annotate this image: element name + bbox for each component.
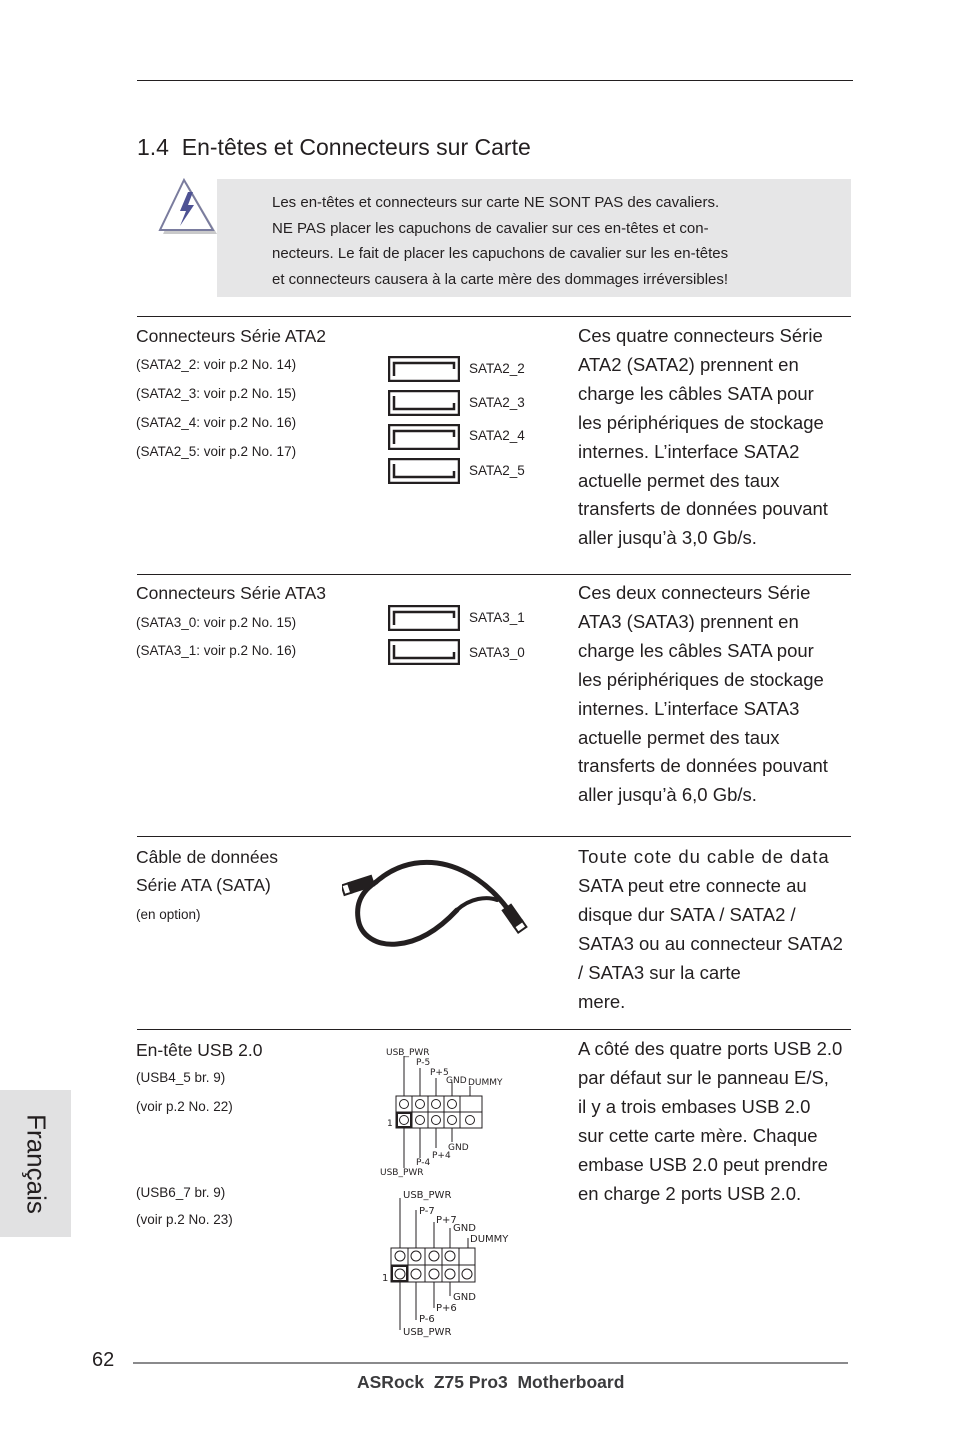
sata-connector-icon <box>388 605 460 631</box>
desc-line: il y a trois embases USB 2.0 <box>578 1095 811 1117</box>
port-label: SATA2_3 <box>469 395 525 410</box>
section-rule <box>137 1029 851 1030</box>
sata-connector-icon <box>388 458 460 484</box>
port-label: SATA2_5 <box>469 463 525 478</box>
pin-label: P+5 <box>430 1068 449 1078</box>
cable-title-line: Câble de données <box>136 847 279 867</box>
sata-connector-icon <box>388 639 460 665</box>
desc-line: en charge 2 ports USB 2.0. <box>578 1182 802 1204</box>
desc-line: SATA peut etre connecte au <box>578 874 807 896</box>
usb-ref: (voir p.2 No. 23) <box>136 1212 233 1227</box>
usb-ref: (USB4_5 br. 9) <box>136 1070 226 1085</box>
page-number: 62 <box>92 1349 115 1371</box>
port-label: SATA2_2 <box>469 361 525 376</box>
pin-label: P+6 <box>436 1303 457 1314</box>
desc-line: charge les câbles SATA pour <box>578 639 814 661</box>
desc-line: aller jusqu’à 6,0 Gb/s. <box>578 784 757 806</box>
usb-ref: (voir p.2 No. 22) <box>136 1099 233 1114</box>
desc-line: sur cette carte mère. Chaque <box>578 1124 818 1146</box>
cable-description <box>578 843 843 1016</box>
pin-label: P-5 <box>416 1058 431 1068</box>
pin-label: USB_PWR <box>386 1048 430 1058</box>
desc-line: transferts de données pouvant <box>578 755 828 777</box>
pin-label: GND <box>448 1143 469 1153</box>
sata3-ref: (SATA3_0: voir p.2 No. 15) <box>136 615 297 630</box>
desc-line: ATA2 (SATA2) prennent en <box>578 353 799 375</box>
port-label: SATA3_1 <box>469 610 525 625</box>
desc-line: transferts de données pouvant <box>578 498 828 520</box>
pin-label: P+7 <box>436 1215 457 1226</box>
pin-label: USB_PWR <box>403 1327 452 1338</box>
desc-line: / SATA3 sur la carte <box>578 961 741 983</box>
desc-line: Toute cote du cable de data <box>578 846 830 867</box>
desc-line: Ces deux connecteurs Série <box>578 582 811 603</box>
desc-line: aller jusqu’à 3,0 Gb/s. <box>578 527 757 549</box>
section-title <box>137 134 531 161</box>
pin-label: USB_PWR <box>403 1190 452 1201</box>
port-label: SATA3_0 <box>469 645 525 660</box>
pin-label: 1 <box>382 1273 389 1284</box>
cable-note: (en option) <box>136 907 201 922</box>
sata2-description <box>578 322 828 553</box>
desc-line: Ces quatre connecteurs Série <box>578 325 823 346</box>
desc-line: disque dur SATA / SATA2 / <box>578 903 796 925</box>
desc-line: embase USB 2.0 peut prendre <box>578 1153 828 1175</box>
sata-connector-icon <box>388 356 460 382</box>
pin-label: GND <box>453 1223 476 1234</box>
section-title-text: En-têtes et Connecteurs sur Carte <box>181 134 531 160</box>
language-tab-label: Français <box>21 1113 51 1214</box>
desc-line: ATA3 (SATA3) prennent en <box>578 610 799 632</box>
pin-label: GND <box>453 1292 476 1303</box>
warning-line: NE PAS placer les capuchons de cavalier sur ces en-têtes et con- <box>272 219 709 237</box>
pin-label: GND <box>446 1076 467 1086</box>
desc-line: les périphériques de stockage <box>578 411 824 433</box>
sata2-ref: (SATA2_5: voir p.2 No. 17) <box>136 444 297 459</box>
sata-cable-icon <box>342 858 532 950</box>
sata3-title: Connecteurs Série ATA3 <box>136 583 327 603</box>
section-rule <box>137 836 851 837</box>
pin-label: P-4 <box>416 1158 431 1168</box>
section-number: 1.4 <box>137 134 169 160</box>
pin-label: 1 <box>387 1119 393 1129</box>
warning-line: Les en-têtes et connecteurs sur carte NE SONT PAS des cavaliers. <box>272 194 720 211</box>
desc-line: par défaut sur le panneau E/S, <box>578 1066 829 1088</box>
usb-header-diagram <box>378 1184 528 1340</box>
section-rule <box>137 574 851 575</box>
desc-line: charge les câbles SATA pour <box>578 382 814 404</box>
desc-line: mere. <box>578 990 626 1012</box>
footer-rule <box>133 1362 848 1364</box>
sata2-title: Connecteurs Série ATA2 <box>136 326 327 346</box>
usb-title: En-tête USB 2.0 <box>136 1040 263 1060</box>
sata-connector-icon <box>388 390 460 416</box>
pin-label: P-6 <box>419 1314 435 1325</box>
sata2-ref: (SATA2_4: voir p.2 No. 16) <box>136 415 297 430</box>
pin-label: DUMMY <box>470 1234 509 1245</box>
language-tab <box>0 1090 71 1237</box>
port-label: SATA2_4 <box>469 428 525 443</box>
sata2-ref: (SATA2_2: voir p.2 No. 14) <box>136 357 297 372</box>
pin-label: P+4 <box>432 1151 451 1161</box>
usb-ref: (USB6_7 br. 9) <box>136 1185 226 1200</box>
desc-line: internes. L’interface SATA2 <box>578 440 800 462</box>
desc-line: actuelle permet des taux <box>578 469 780 491</box>
sata3-ref: (SATA3_1: voir p.2 No. 16) <box>136 643 297 658</box>
desc-line: SATA3 ou au connecteur SATA2 <box>578 932 843 954</box>
desc-line: les périphériques de stockage <box>578 668 824 690</box>
section-rule <box>137 316 851 317</box>
desc-line: A côté des quatre ports USB 2.0 <box>578 1038 843 1059</box>
footer-title: ASRock Z75 Pro3 Motherboard <box>357 1372 625 1392</box>
pin-label: USB_PWR <box>380 1168 424 1178</box>
sata-connector-icon <box>388 424 460 450</box>
usb-header-diagram <box>378 1044 518 1178</box>
warning-line: necteurs. Le fait de placer les capuchons de cavalier sur les en-têtes <box>272 245 729 262</box>
pin-label: DUMMY <box>468 1078 503 1088</box>
warning-lightning-icon <box>158 178 220 236</box>
sata2-ref: (SATA2_3: voir p.2 No. 15) <box>136 386 297 401</box>
sata3-description <box>578 579 828 810</box>
pin-label: P-7 <box>419 1206 435 1217</box>
warning-box <box>217 179 851 297</box>
desc-line: internes. L’interface SATA3 <box>578 697 800 719</box>
top-rule <box>137 80 853 81</box>
warning-line: et connecteurs causera à la carte mère des dommages irréversibles! <box>272 270 729 288</box>
cable-title-line: Série ATA (SATA) <box>136 875 271 895</box>
desc-line: actuelle permet des taux <box>578 726 780 748</box>
usb-description <box>578 1035 842 1208</box>
